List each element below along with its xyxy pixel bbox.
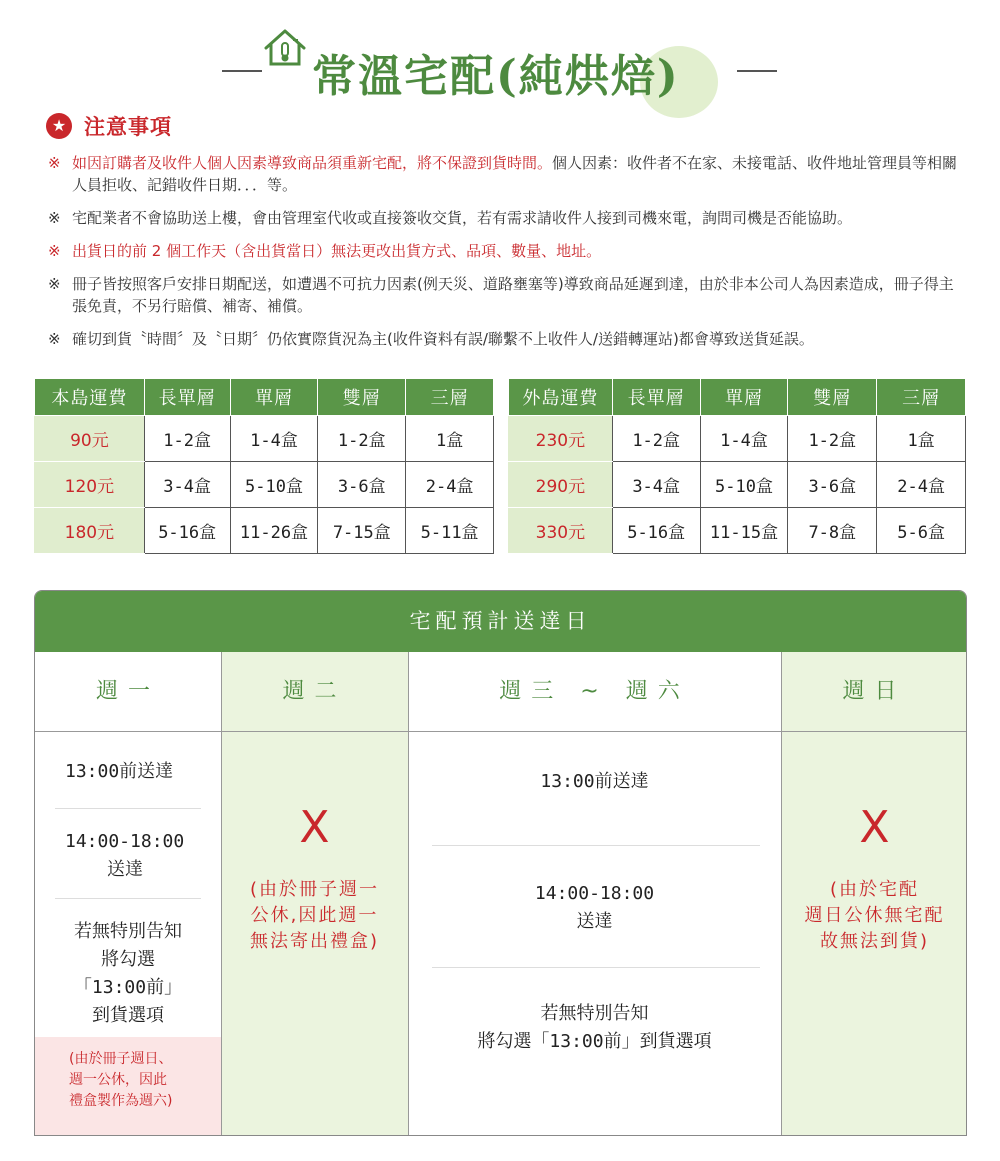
column-header: 雙層 (318, 379, 406, 415)
title-rule-left (222, 70, 262, 72)
table-cell: 2-4盒 (877, 461, 966, 507)
table-row (509, 461, 966, 507)
notice-title: 注意事項 (84, 115, 172, 139)
monday-slot-morning: 13:00前送達 (65, 761, 174, 782)
table-row (35, 461, 494, 507)
notice-item: ※ 確切到貨〝時間〞及〝日期〞仍依實際貨況為主(收件資料有誤/聯繫不上收件人/送錯轉運站)都會導致送貨延誤。 (48, 330, 814, 348)
column-header: 三層 (877, 379, 966, 415)
monday-default-note: 若無特別告知 將勾選 「13:00前」 到貨選項 (73, 921, 183, 1026)
delivery-schedule (34, 590, 967, 1136)
column-header: 單層 (700, 379, 788, 415)
table-cell: 5-16盒 (612, 507, 700, 553)
table-cell: 3-6盒 (318, 461, 406, 507)
table-cell: 7-8盒 (788, 507, 877, 553)
table-cell: 1-2盒 (318, 415, 406, 461)
monday-column (35, 652, 221, 1135)
divider (432, 845, 760, 846)
day-header-monday: 週一 (35, 652, 221, 732)
table-cell: 3-4盒 (144, 461, 230, 507)
notice-item: ※ 冊子皆按照客戶安排日期配送，如遭遇不可抗力因素(例天災、道路壅塞等)導致商品延遲到達，由於非本公司人為因素造成，冊子得主張免責，不另行賠償、補寄、補償。 (48, 275, 954, 315)
star-icon: ★ (46, 113, 72, 139)
page-header (0, 18, 1000, 108)
divider (432, 967, 760, 968)
monday-slot-afternoon: 14:00-18:00 送達 (65, 831, 185, 880)
table-cell: 1-2盒 (144, 415, 230, 461)
table-cell: 2-4盒 (406, 461, 494, 507)
table-cell: 5-10盒 (230, 461, 318, 507)
table-cell: 5-6盒 (877, 507, 966, 553)
table-cell: 5-16盒 (144, 507, 230, 553)
title-rule-right (737, 70, 777, 72)
table-row (509, 507, 966, 553)
divider (55, 808, 201, 809)
price-cell: 290元 (509, 461, 613, 507)
column-header: 單層 (230, 379, 318, 415)
divider (55, 898, 201, 899)
wed-sat-slot-afternoon: 14:00-18:00 送達 (534, 883, 655, 932)
price-cell: 180元 (35, 507, 145, 553)
day-header-tuesday: 週二 (221, 652, 408, 732)
column-header: 三層 (406, 379, 494, 415)
page-title: 常溫宅配(純烘焙) (312, 51, 680, 102)
column-header: 長單層 (612, 379, 700, 415)
price-cell: 120元 (35, 461, 145, 507)
unavailable-mark: X (859, 802, 890, 853)
table-cell: 11-15盒 (700, 507, 788, 553)
table-cell: 5-11盒 (406, 507, 494, 553)
unavailable-mark: X (299, 802, 330, 853)
notice-item: ※ 出貨日的前 2 個工作天（含出貨當日）無法更改出貨方式、品項、數量、地址。 (48, 242, 602, 260)
tuesday-remark: (由於冊子週一 公休,因此週一 無法寄出禮盒) (249, 879, 380, 952)
monday-remark: (由於冊子週日、 週一公休，因此 禮盒製作為週六) (35, 1037, 221, 1135)
notice-item: ※ 如因訂購者及收件人個人因素導致商品須重新宅配，將不保證到貨時間。個人因素：收件者不在家、未接電話、收件地址管理員等相關人員拒收、記錯收件日期．．．等。 (48, 154, 958, 194)
column-header: 長單層 (144, 379, 230, 415)
price-cell: 230元 (509, 415, 613, 461)
column-divider (408, 652, 409, 1135)
table-cell: 3-6盒 (788, 461, 877, 507)
table-header-row (509, 379, 966, 415)
table-cell: 1-2盒 (612, 415, 700, 461)
price-cell: 330元 (509, 507, 613, 553)
table-row (35, 507, 494, 553)
wed-sat-slot-morning: 13:00前送達 (540, 771, 649, 792)
column-divider (221, 652, 222, 1135)
island-fee-table (34, 379, 494, 554)
table-cell: 1-4盒 (230, 415, 318, 461)
tuesday-column (221, 652, 408, 1135)
notice-list (48, 152, 968, 361)
sunday-column (781, 652, 967, 1135)
table-cell: 7-15盒 (318, 507, 406, 553)
table-cell: 1-4盒 (700, 415, 788, 461)
notice-item: ※ 宅配業者不會協助送上樓，會由管理室代收或直接簽收交貨，若有需求請收件人接到司機來電，詢問司機是否能協助。 (48, 209, 853, 227)
column-divider (781, 652, 782, 1135)
table-row (35, 415, 494, 461)
wed-sat-default-note: 若無特別告知 將勾選「13:00前」到貨選項 (477, 1003, 712, 1052)
day-header-sunday: 週日 (781, 652, 967, 732)
column-header: 雙層 (788, 379, 877, 415)
table-cell: 1盒 (406, 415, 494, 461)
table-cell: 1盒 (877, 415, 966, 461)
table-cell: 11-26盒 (230, 507, 318, 553)
table-cell: 3-4盒 (612, 461, 700, 507)
table-cell: 1-2盒 (788, 415, 877, 461)
outer-island-fee-table (508, 379, 966, 554)
notice-header (46, 112, 172, 140)
delivery-heading: 宅配預計送達日 (35, 591, 966, 652)
table-header-row (35, 379, 494, 415)
price-cell: 90元 (35, 415, 145, 461)
house-thermometer-icon (260, 26, 310, 70)
table-cell: 5-10盒 (700, 461, 788, 507)
sunday-remark: (由於宅配 週日公休無宅配 故無法到貨) (804, 879, 945, 952)
day-header-wed-sat: 週三 ~ 週六 (408, 652, 781, 732)
column-header: 本島運費 (35, 379, 145, 415)
wed-sat-column (408, 652, 781, 1135)
table-row (509, 415, 966, 461)
column-header: 外島運費 (509, 379, 613, 415)
